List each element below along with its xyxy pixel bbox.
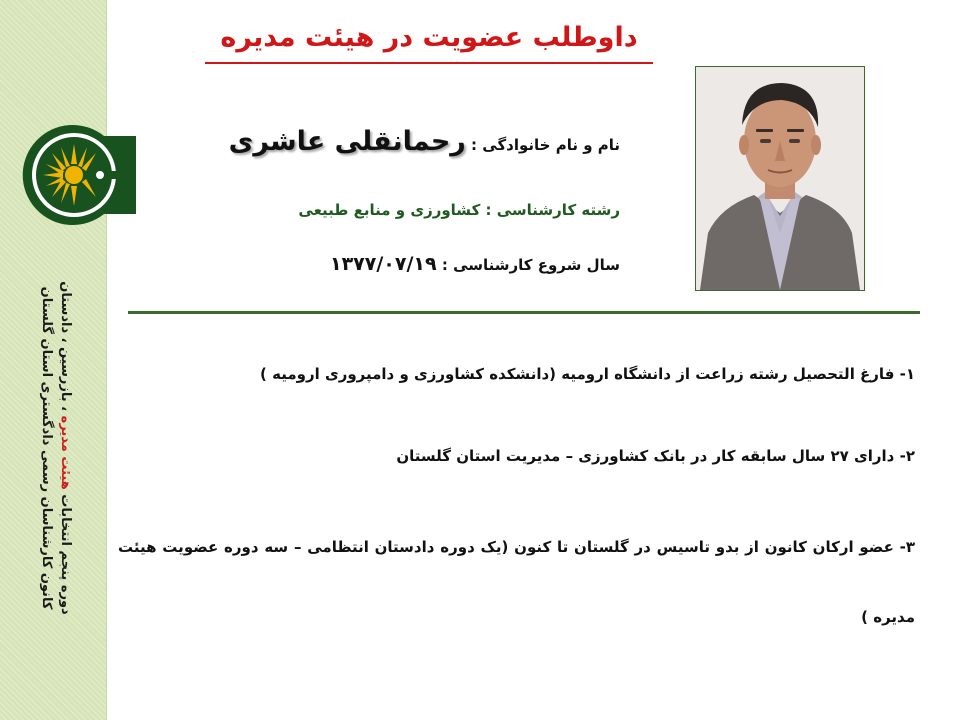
sidebar-line-2: کانون کارشناسان رسمی دادگستری استان گلستان <box>39 286 54 610</box>
start-date-line <box>330 250 620 279</box>
sidebar-line-1-part-1: دوره پنجم انتخابات <box>58 489 73 615</box>
section-divider <box>128 311 920 314</box>
sidebar-line-1-part-2: ، بازرسین ، دادستان <box>58 281 73 416</box>
candidate-field: رشته کارشناسی : کشاورزی و منابع طبیعی <box>298 201 620 219</box>
sidebar-line-1 <box>56 258 75 638</box>
list-item: ۲- دارای ۲۷ سال سابقه کار در بانک کشاورزی – مدیریت استان گلستان <box>396 447 915 465</box>
sidebar-vertical-text <box>37 258 75 638</box>
candidate-name-line <box>229 122 620 165</box>
start-date-value: ۱۳۷۷/۰۷/۱۹ <box>329 253 437 275</box>
association-logo <box>14 122 136 228</box>
candidate-name: رحمانقلی عاشری <box>228 126 466 157</box>
slide-title: داوطلب عضویت در هیئت مدیره <box>205 14 653 64</box>
portrait-image <box>696 67 864 290</box>
qualifications-list <box>118 352 915 652</box>
candidate-photo <box>695 66 865 291</box>
start-date-label: سال شروع کارشناسی : <box>436 256 620 274</box>
list-item: ۳- عضو ارکان کانون از بدو تاسیس در گلستان تا کنون (یک دوره دادستان انتظامی – سه دوره عضویت هیئت مدیره ) <box>118 538 915 626</box>
logo-dot <box>95 170 105 180</box>
name-label: نام و نام خانوادگی : <box>465 136 620 154</box>
sidebar-line-1-highlight: هیئت مدیره <box>58 415 73 490</box>
list-item: ۱- فارغ التحصیل رشته زراعت از دانشگاه ارومیه (دانشکده کشاورزی و دامپروری ارومیه ) <box>260 365 915 383</box>
